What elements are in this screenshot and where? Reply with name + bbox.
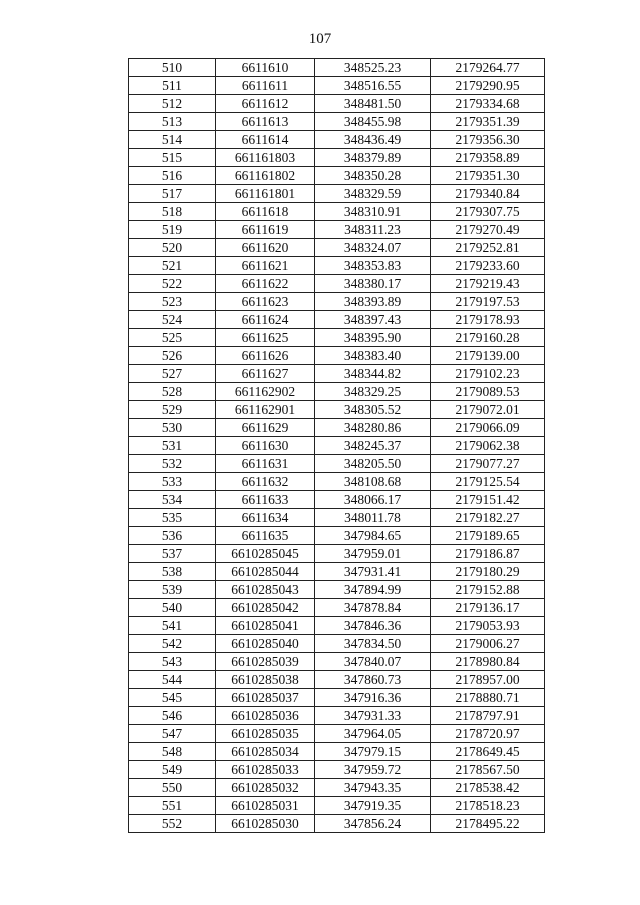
y-coordinate-cell: 2178720.97 — [431, 725, 545, 743]
point-id-cell: 6611634 — [216, 509, 315, 527]
table-row — [129, 599, 545, 617]
y-coordinate-cell: 2178649.45 — [431, 743, 545, 761]
point-number-cell: 511 — [129, 77, 216, 95]
table-row — [129, 491, 545, 509]
table-row — [129, 527, 545, 545]
y-coordinate-cell: 2179197.53 — [431, 293, 545, 311]
y-coordinate-cell: 2178797.91 — [431, 707, 545, 725]
table-row — [129, 293, 545, 311]
point-id-cell: 6610285042 — [216, 599, 315, 617]
x-coordinate-cell: 348379.89 — [315, 149, 431, 167]
point-id-cell: 6611623 — [216, 293, 315, 311]
x-coordinate-cell: 347919.35 — [315, 797, 431, 815]
table-row — [129, 401, 545, 419]
table-row — [129, 365, 545, 383]
point-number-cell: 536 — [129, 527, 216, 545]
y-coordinate-cell: 2178518.23 — [431, 797, 545, 815]
y-coordinate-cell: 2179307.75 — [431, 203, 545, 221]
coordinates-table-body — [129, 59, 545, 833]
table-row — [129, 239, 545, 257]
table-row — [129, 149, 545, 167]
table-row — [129, 563, 545, 581]
table-row — [129, 797, 545, 815]
y-coordinate-cell: 2179160.28 — [431, 329, 545, 347]
point-id-cell: 6611624 — [216, 311, 315, 329]
x-coordinate-cell: 348455.98 — [315, 113, 431, 131]
point-number-cell: 549 — [129, 761, 216, 779]
y-coordinate-cell: 2179089.53 — [431, 383, 545, 401]
point-number-cell: 552 — [129, 815, 216, 833]
point-number-cell: 550 — [129, 779, 216, 797]
point-id-cell: 6611619 — [216, 221, 315, 239]
point-id-cell: 6610285038 — [216, 671, 315, 689]
x-coordinate-cell: 348311.23 — [315, 221, 431, 239]
y-coordinate-cell: 2179125.54 — [431, 473, 545, 491]
y-coordinate-cell: 2179351.39 — [431, 113, 545, 131]
table-row — [129, 311, 545, 329]
point-number-cell: 522 — [129, 275, 216, 293]
y-coordinate-cell: 2179062.38 — [431, 437, 545, 455]
point-number-cell: 520 — [129, 239, 216, 257]
x-coordinate-cell: 347979.15 — [315, 743, 431, 761]
x-coordinate-cell: 348324.07 — [315, 239, 431, 257]
table-row — [129, 383, 545, 401]
y-coordinate-cell: 2179189.65 — [431, 527, 545, 545]
x-coordinate-cell: 348397.43 — [315, 311, 431, 329]
point-id-cell: 6611610 — [216, 59, 315, 77]
x-coordinate-cell: 347856.24 — [315, 815, 431, 833]
table-row — [129, 203, 545, 221]
point-number-cell: 540 — [129, 599, 216, 617]
y-coordinate-cell: 2179053.93 — [431, 617, 545, 635]
x-coordinate-cell: 348481.50 — [315, 95, 431, 113]
point-id-cell: 6610285045 — [216, 545, 315, 563]
x-coordinate-cell: 348516.55 — [315, 77, 431, 95]
point-id-cell: 6611627 — [216, 365, 315, 383]
y-coordinate-cell: 2179072.01 — [431, 401, 545, 419]
y-coordinate-cell: 2179178.93 — [431, 311, 545, 329]
point-id-cell: 6610285032 — [216, 779, 315, 797]
y-coordinate-cell: 2179356.30 — [431, 131, 545, 149]
y-coordinate-cell: 2179066.09 — [431, 419, 545, 437]
table-row — [129, 167, 545, 185]
table-row — [129, 59, 545, 77]
point-id-cell: 661162902 — [216, 383, 315, 401]
x-coordinate-cell: 348329.25 — [315, 383, 431, 401]
point-number-cell: 529 — [129, 401, 216, 419]
point-id-cell: 6610285040 — [216, 635, 315, 653]
table-row — [129, 437, 545, 455]
y-coordinate-cell: 2179180.29 — [431, 563, 545, 581]
point-number-cell: 534 — [129, 491, 216, 509]
x-coordinate-cell: 348108.68 — [315, 473, 431, 491]
y-coordinate-cell: 2178567.50 — [431, 761, 545, 779]
x-coordinate-cell: 348395.90 — [315, 329, 431, 347]
y-coordinate-cell: 2178538.42 — [431, 779, 545, 797]
y-coordinate-cell: 2179270.49 — [431, 221, 545, 239]
point-id-cell: 6610285036 — [216, 707, 315, 725]
x-coordinate-cell: 347984.65 — [315, 527, 431, 545]
point-number-cell: 530 — [129, 419, 216, 437]
y-coordinate-cell: 2179152.88 — [431, 581, 545, 599]
point-number-cell: 513 — [129, 113, 216, 131]
point-id-cell: 6610285035 — [216, 725, 315, 743]
x-coordinate-cell: 347878.84 — [315, 599, 431, 617]
table-row — [129, 635, 545, 653]
point-number-cell: 547 — [129, 725, 216, 743]
y-coordinate-cell: 2179186.87 — [431, 545, 545, 563]
y-coordinate-cell: 2179252.81 — [431, 239, 545, 257]
point-number-cell: 548 — [129, 743, 216, 761]
point-number-cell: 510 — [129, 59, 216, 77]
x-coordinate-cell: 348245.37 — [315, 437, 431, 455]
point-id-cell: 6611632 — [216, 473, 315, 491]
x-coordinate-cell: 348066.17 — [315, 491, 431, 509]
point-number-cell: 542 — [129, 635, 216, 653]
point-number-cell: 515 — [129, 149, 216, 167]
point-number-cell: 543 — [129, 653, 216, 671]
x-coordinate-cell: 348350.28 — [315, 167, 431, 185]
x-coordinate-cell: 347846.36 — [315, 617, 431, 635]
x-coordinate-cell: 347894.99 — [315, 581, 431, 599]
point-id-cell: 6610285034 — [216, 743, 315, 761]
point-number-cell: 526 — [129, 347, 216, 365]
x-coordinate-cell: 348380.17 — [315, 275, 431, 293]
x-coordinate-cell: 348205.50 — [315, 455, 431, 473]
table-row — [129, 725, 545, 743]
point-id-cell: 6611631 — [216, 455, 315, 473]
table-row — [129, 131, 545, 149]
x-coordinate-cell: 347959.01 — [315, 545, 431, 563]
x-coordinate-cell: 347964.05 — [315, 725, 431, 743]
y-coordinate-cell: 2179334.68 — [431, 95, 545, 113]
point-id-cell: 661162901 — [216, 401, 315, 419]
point-id-cell: 6610285033 — [216, 761, 315, 779]
point-number-cell: 546 — [129, 707, 216, 725]
point-id-cell: 661161803 — [216, 149, 315, 167]
table-row — [129, 275, 545, 293]
point-number-cell: 525 — [129, 329, 216, 347]
y-coordinate-cell: 2179136.17 — [431, 599, 545, 617]
x-coordinate-cell: 348353.83 — [315, 257, 431, 275]
point-id-cell: 6611618 — [216, 203, 315, 221]
point-number-cell: 517 — [129, 185, 216, 203]
point-number-cell: 518 — [129, 203, 216, 221]
point-number-cell: 551 — [129, 797, 216, 815]
x-coordinate-cell: 348329.59 — [315, 185, 431, 203]
point-number-cell: 512 — [129, 95, 216, 113]
x-coordinate-cell: 347916.36 — [315, 689, 431, 707]
point-id-cell: 6610285037 — [216, 689, 315, 707]
point-id-cell: 6611614 — [216, 131, 315, 149]
y-coordinate-cell: 2179233.60 — [431, 257, 545, 275]
x-coordinate-cell: 347931.33 — [315, 707, 431, 725]
table-row — [129, 113, 545, 131]
x-coordinate-cell: 348305.52 — [315, 401, 431, 419]
x-coordinate-cell: 348383.40 — [315, 347, 431, 365]
table-row — [129, 617, 545, 635]
table-row — [129, 545, 545, 563]
point-id-cell: 661161802 — [216, 167, 315, 185]
point-id-cell: 6611626 — [216, 347, 315, 365]
y-coordinate-cell: 2179264.77 — [431, 59, 545, 77]
x-coordinate-cell: 347959.72 — [315, 761, 431, 779]
y-coordinate-cell: 2179151.42 — [431, 491, 545, 509]
table-row — [129, 329, 545, 347]
y-coordinate-cell: 2179219.43 — [431, 275, 545, 293]
point-id-cell: 6611611 — [216, 77, 315, 95]
x-coordinate-cell: 348393.89 — [315, 293, 431, 311]
table-row — [129, 761, 545, 779]
point-id-cell: 6610285044 — [216, 563, 315, 581]
point-number-cell: 531 — [129, 437, 216, 455]
x-coordinate-cell: 347834.50 — [315, 635, 431, 653]
x-coordinate-cell: 348436.49 — [315, 131, 431, 149]
point-number-cell: 539 — [129, 581, 216, 599]
point-number-cell: 533 — [129, 473, 216, 491]
point-id-cell: 6611621 — [216, 257, 315, 275]
y-coordinate-cell: 2179340.84 — [431, 185, 545, 203]
y-coordinate-cell: 2179102.23 — [431, 365, 545, 383]
table-row — [129, 455, 545, 473]
y-coordinate-cell: 2179290.95 — [431, 77, 545, 95]
page-number: 107 — [308, 31, 332, 47]
y-coordinate-cell: 2179182.27 — [431, 509, 545, 527]
y-coordinate-cell: 2179077.27 — [431, 455, 545, 473]
table-row — [129, 77, 545, 95]
y-coordinate-cell: 2178495.22 — [431, 815, 545, 833]
point-id-cell: 661161801 — [216, 185, 315, 203]
table-row — [129, 473, 545, 491]
table-row — [129, 185, 545, 203]
x-coordinate-cell: 347943.35 — [315, 779, 431, 797]
point-id-cell: 6610285031 — [216, 797, 315, 815]
table-row — [129, 671, 545, 689]
point-id-cell: 6610285039 — [216, 653, 315, 671]
point-number-cell: 514 — [129, 131, 216, 149]
x-coordinate-cell: 348011.78 — [315, 509, 431, 527]
x-coordinate-cell: 348280.86 — [315, 419, 431, 437]
point-number-cell: 528 — [129, 383, 216, 401]
point-id-cell: 6610285043 — [216, 581, 315, 599]
table-row — [129, 689, 545, 707]
point-number-cell: 537 — [129, 545, 216, 563]
y-coordinate-cell: 2179139.00 — [431, 347, 545, 365]
y-coordinate-cell: 2178880.71 — [431, 689, 545, 707]
point-id-cell: 6611625 — [216, 329, 315, 347]
y-coordinate-cell: 2178980.84 — [431, 653, 545, 671]
table-row — [129, 707, 545, 725]
table-row — [129, 509, 545, 527]
table-row — [129, 653, 545, 671]
table-row — [129, 419, 545, 437]
y-coordinate-cell: 2179006.27 — [431, 635, 545, 653]
x-coordinate-cell: 348525.23 — [315, 59, 431, 77]
coordinates-table — [128, 58, 545, 833]
point-number-cell: 541 — [129, 617, 216, 635]
point-id-cell: 6611612 — [216, 95, 315, 113]
table-row — [129, 221, 545, 239]
table-row — [129, 347, 545, 365]
table-row — [129, 779, 545, 797]
x-coordinate-cell: 347860.73 — [315, 671, 431, 689]
point-number-cell: 516 — [129, 167, 216, 185]
point-id-cell: 6611613 — [216, 113, 315, 131]
point-id-cell: 6610285030 — [216, 815, 315, 833]
point-number-cell: 519 — [129, 221, 216, 239]
point-id-cell: 6611630 — [216, 437, 315, 455]
point-number-cell: 524 — [129, 311, 216, 329]
point-id-cell: 6611620 — [216, 239, 315, 257]
x-coordinate-cell: 348310.91 — [315, 203, 431, 221]
x-coordinate-cell: 347931.41 — [315, 563, 431, 581]
table-row — [129, 257, 545, 275]
y-coordinate-cell: 2179358.89 — [431, 149, 545, 167]
point-id-cell: 6611635 — [216, 527, 315, 545]
y-coordinate-cell: 2178957.00 — [431, 671, 545, 689]
table-row — [129, 815, 545, 833]
table-row — [129, 743, 545, 761]
point-id-cell: 6611633 — [216, 491, 315, 509]
point-number-cell: 544 — [129, 671, 216, 689]
x-coordinate-cell: 347840.07 — [315, 653, 431, 671]
y-coordinate-cell: 2179351.30 — [431, 167, 545, 185]
point-id-cell: 6611629 — [216, 419, 315, 437]
point-number-cell: 538 — [129, 563, 216, 581]
point-number-cell: 545 — [129, 689, 216, 707]
point-number-cell: 523 — [129, 293, 216, 311]
table-row — [129, 581, 545, 599]
point-number-cell: 527 — [129, 365, 216, 383]
x-coordinate-cell: 348344.82 — [315, 365, 431, 383]
point-number-cell: 532 — [129, 455, 216, 473]
point-id-cell: 6610285041 — [216, 617, 315, 635]
point-id-cell: 6611622 — [216, 275, 315, 293]
table-row — [129, 95, 545, 113]
point-number-cell: 535 — [129, 509, 216, 527]
point-number-cell: 521 — [129, 257, 216, 275]
